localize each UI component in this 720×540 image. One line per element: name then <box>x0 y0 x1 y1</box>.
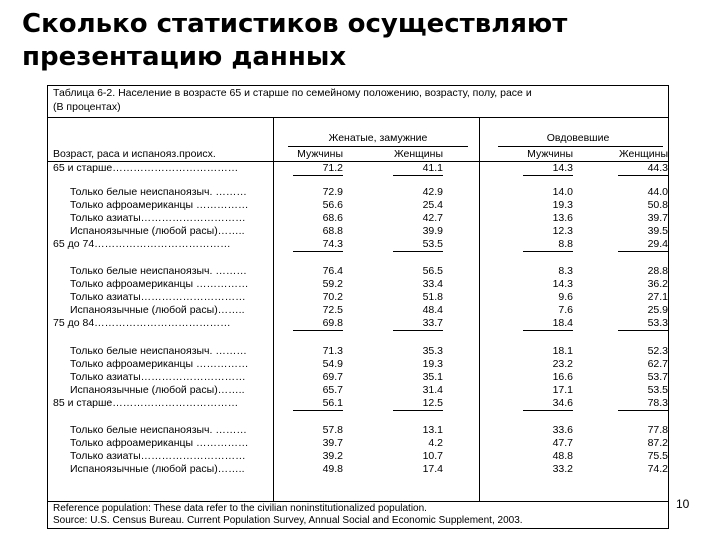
row-label: Только азиаты………………………… <box>70 371 246 383</box>
row-value: 35.1 <box>422 371 443 383</box>
footnote-source: Source: U.S. Census Bureau. Current Population Survey, Annual Social and Economic Supplement, 2003. <box>53 515 523 526</box>
row-label: Только белые неиспаноязыч. ……… <box>70 265 247 277</box>
row-value: 25.9 <box>647 304 668 316</box>
row-value: 7.6 <box>558 304 573 316</box>
row-value: 17.1 <box>552 384 573 396</box>
table-row <box>48 278 668 291</box>
col-header-women-married: Женщины <box>393 148 443 160</box>
row-label: 75 до 84………………………………… <box>53 317 231 329</box>
page-number: 10 <box>676 497 690 511</box>
row-value: 42.9 <box>422 186 443 198</box>
row-value: 39.7 <box>647 212 668 224</box>
table-row <box>48 450 668 463</box>
row-label: Только азиаты………………………… <box>70 212 246 224</box>
row-value: 47.7 <box>552 437 573 449</box>
row-value: 48.4 <box>422 304 443 316</box>
row-label: Испаноязычные (любой расы)…….. <box>70 225 245 237</box>
row-value: 42.7 <box>422 212 443 224</box>
row-value: 78.3 <box>618 397 668 411</box>
group-header-married: Женатые, замужние <box>328 132 428 144</box>
row-label: 65 до 74………………………………… <box>53 238 231 250</box>
row-value: 33.6 <box>552 424 573 436</box>
row-value: 62.7 <box>647 358 668 370</box>
row-value: 52.3 <box>647 345 668 357</box>
table-row <box>48 317 668 330</box>
row-value: 36.2 <box>647 278 668 290</box>
slide-title-line-1: Сколько статистиков осуществляют <box>22 9 568 39</box>
row-value: 69.8 <box>293 317 343 331</box>
row-label: Только афроамериканцы …………… <box>70 278 249 290</box>
row-label: Испаноязычные (любой расы)…….. <box>70 384 245 396</box>
row-value: 53.3 <box>618 317 668 331</box>
table-bottom-rule <box>48 501 668 502</box>
row-value: 12.3 <box>552 225 573 237</box>
table-caption: Таблица 6-2. Население в возрасте 65 и старше по семейному положению, возрасту, полу, расе и <box>53 87 532 99</box>
row-value: 12.5 <box>393 397 443 411</box>
table-row <box>48 384 668 397</box>
row-value: 39.7 <box>322 437 343 449</box>
table-row <box>48 304 668 317</box>
table-row <box>48 238 668 251</box>
row-value: 87.2 <box>647 437 668 449</box>
row-value: 72.9 <box>322 186 343 198</box>
row-value: 74.2 <box>647 463 668 475</box>
row-value: 23.2 <box>552 358 573 370</box>
table-row <box>48 424 668 437</box>
row-value: 33.7 <box>393 317 443 331</box>
row-value: 44.3 <box>618 162 668 176</box>
row-label: Испаноязычные (любой расы)…….. <box>70 304 245 316</box>
row-value: 53.5 <box>393 238 443 252</box>
row-label: Только афроамериканцы …………… <box>70 199 249 211</box>
header-top-rule <box>48 117 668 118</box>
row-value: 50.8 <box>647 199 668 211</box>
slide-title-line-2: презентацию данных <box>22 42 347 72</box>
row-value: 14.3 <box>523 162 573 176</box>
row-value: 13.6 <box>552 212 573 224</box>
row-value: 13.1 <box>422 424 443 436</box>
row-label: Только белые неиспаноязыч. ……… <box>70 186 247 198</box>
col-header-men-widowed: Мужчины <box>527 148 573 160</box>
row-value: 39.5 <box>647 225 668 237</box>
table-row <box>48 212 668 225</box>
col-header-men-married: Мужчины <box>297 148 343 160</box>
census-table <box>47 85 669 529</box>
row-value: 8.3 <box>558 265 573 277</box>
row-value: 33.2 <box>552 463 573 475</box>
row-value: 35.3 <box>422 345 443 357</box>
table-row <box>48 225 668 238</box>
row-value: 14.3 <box>552 278 573 290</box>
row-value: 72.5 <box>322 304 343 316</box>
col-header-women-widowed: Женщины <box>618 148 668 160</box>
row-value: 56.1 <box>293 397 343 411</box>
row-label: Только афроамериканцы …………… <box>70 358 249 370</box>
row-value: 68.6 <box>322 212 343 224</box>
row-value: 9.6 <box>558 291 573 303</box>
row-value: 56.6 <box>322 199 343 211</box>
row-label: Только белые неиспаноязыч. ……… <box>70 345 247 357</box>
row-value: 57.8 <box>322 424 343 436</box>
row-value: 48.8 <box>552 450 573 462</box>
footnote-reference: Reference population: These data refer to the civilian noninstitutionalized population. <box>53 503 427 514</box>
table-top-rule <box>48 85 668 86</box>
row-value: 8.8 <box>523 238 573 252</box>
row-value: 65.7 <box>322 384 343 396</box>
row-value: 41.1 <box>393 162 443 176</box>
table-row <box>48 162 668 175</box>
table-row <box>48 437 668 450</box>
row-value: 10.7 <box>422 450 443 462</box>
row-value: 16.6 <box>552 371 573 383</box>
table-row <box>48 291 668 304</box>
row-value: 29.4 <box>618 238 668 252</box>
table-row <box>48 358 668 371</box>
row-value: 39.2 <box>322 450 343 462</box>
row-value: 18.4 <box>523 317 573 331</box>
row-value: 49.8 <box>322 463 343 475</box>
row-value: 19.3 <box>422 358 443 370</box>
row-label: Только белые неиспаноязыч. ……… <box>70 424 247 436</box>
table-row <box>48 265 668 278</box>
row-label: Испаноязычные (любой расы)…….. <box>70 463 245 475</box>
row-value: 34.6 <box>523 397 573 411</box>
row-value: 74.3 <box>293 238 343 252</box>
row-value: 56.5 <box>422 265 443 277</box>
row-value: 77.8 <box>647 424 668 436</box>
row-value: 33.4 <box>422 278 443 290</box>
row-value: 17.4 <box>422 463 443 475</box>
row-value: 53.5 <box>647 384 668 396</box>
table-row <box>48 186 668 199</box>
row-value: 4.2 <box>428 437 443 449</box>
group-rule-widowed <box>498 146 663 147</box>
table-row <box>48 397 668 410</box>
row-value: 71.3 <box>322 345 343 357</box>
table-row <box>48 371 668 384</box>
row-label: Только азиаты………………………… <box>70 450 246 462</box>
row-label: Только афроамериканцы …………… <box>70 437 249 449</box>
row-value: 69.7 <box>322 371 343 383</box>
group-header-widowed: Овдовевшие <box>546 132 610 144</box>
row-value: 75.5 <box>647 450 668 462</box>
table-row <box>48 345 668 358</box>
row-value: 59.2 <box>322 278 343 290</box>
row-value: 44.0 <box>647 186 668 198</box>
slide-title <box>22 8 702 74</box>
row-value: 54.9 <box>322 358 343 370</box>
stub-header: Возраст, раса и испанояз.происх. <box>53 148 216 160</box>
row-value: 19.3 <box>552 199 573 211</box>
row-value: 14.0 <box>552 186 573 198</box>
row-value: 71.2 <box>293 162 343 176</box>
group-rule-married <box>288 146 468 147</box>
table-row <box>48 463 668 476</box>
table-units: (В процентах) <box>53 101 121 113</box>
row-value: 68.8 <box>322 225 343 237</box>
row-value: 53.7 <box>647 371 668 383</box>
row-value: 31.4 <box>422 384 443 396</box>
row-value: 25.4 <box>422 199 443 211</box>
row-value: 51.8 <box>422 291 443 303</box>
row-label: Только азиаты………………………… <box>70 291 246 303</box>
row-value: 28.8 <box>647 265 668 277</box>
row-value: 70.2 <box>322 291 343 303</box>
table-row <box>48 199 668 212</box>
row-label: 65 и старше……………………………… <box>53 162 239 174</box>
row-label: 85 и старше……………………………… <box>53 397 239 409</box>
row-value: 39.9 <box>422 225 443 237</box>
row-value: 27.1 <box>647 291 668 303</box>
row-value: 18.1 <box>552 345 573 357</box>
row-value: 76.4 <box>322 265 343 277</box>
